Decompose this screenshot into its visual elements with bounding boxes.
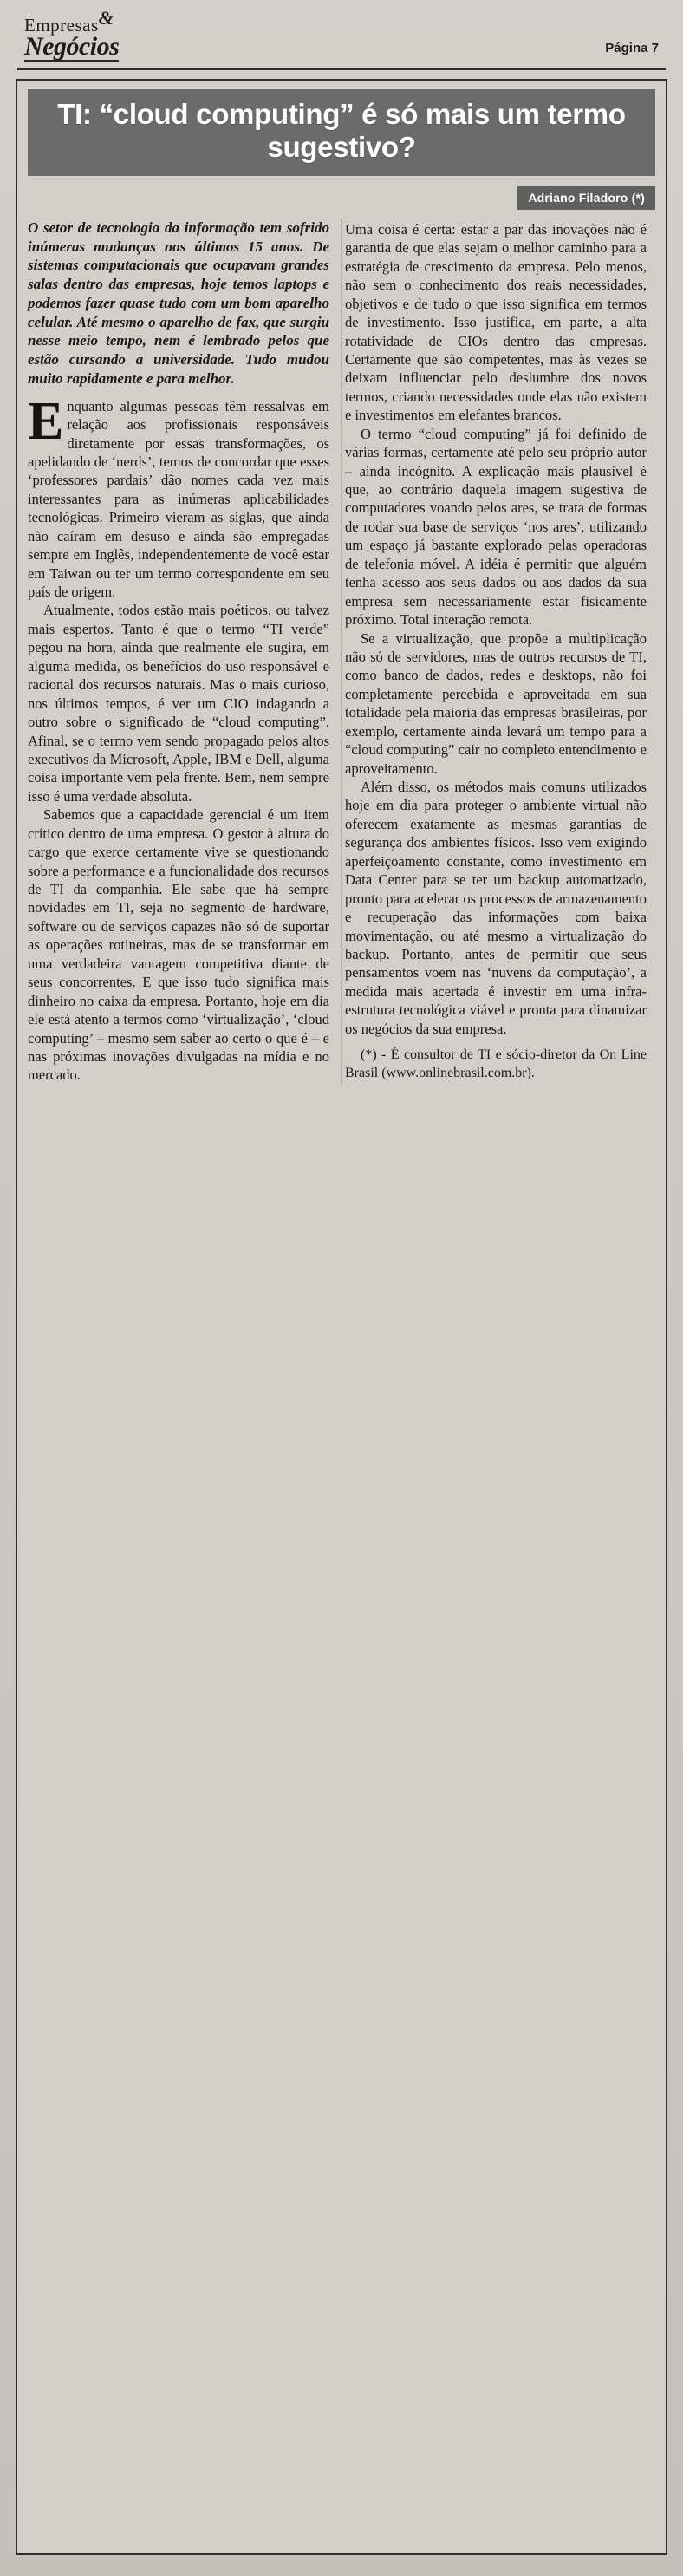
lede-paragraph: O setor de tecnologia da informação tem sofrido inúmeras mudanças nos últimos 15 anos. De sistemas computacionais que ocupavam grandes salas dentro das empresas, hoje temos laptops e podemos fazer quase tudo com um bom aparelho celular. Até mesmo o aparelho de fax, que surgiu nesse meio tempo, nem é lembrado pelos que estão cursando a universidade. Tudo mudou muito rapidamente e para melhor. bbox=[28, 218, 329, 387]
paragraph: Enquanto algumas pessoas têm ressalvas em relação aos profissionais responsáveis diretamente por essas transformações, os apelidando de ‘nerds’, temos de concordar que esses ‘professores pardais’ dão nomes cada vez mais interessantes para as inúmeras aplicabilidades tecnológicas. Primeiro vieram as siglas, que ainda não caíram em desuso e ainda são empregadas sempre em Inglês, independentemente de você estar em Taiwan ou ter um termo correspondente em seu país de origem. bbox=[28, 391, 329, 600]
masthead bbox=[16, 0, 667, 68]
article-container bbox=[16, 79, 667, 2555]
publication-logo bbox=[24, 6, 120, 62]
column-left bbox=[28, 218, 329, 1085]
headline-band bbox=[28, 89, 655, 176]
logo-line1: Empresas bbox=[24, 14, 99, 36]
column-right bbox=[345, 218, 647, 1085]
article-lede bbox=[28, 218, 329, 388]
article-columns bbox=[28, 218, 655, 1085]
byline-row bbox=[28, 186, 655, 210]
paragraph: O termo “cloud computing” já foi definido de várias formas, certamente até pelo seu próprio autor – ainda incógnito. A explicação mais plausível é que, ao contrário daquela imagem sugestiva de computadores voando pelos ares, se trata de formas de rodar sua base de serviços ‘nos ares’, utilizando um espaço já bastante explorado pelas operadoras de telefonia móvel. A idéia é permitir que alguém tenha acesso aos seus dados ou aos dados da sua empresa sem necessariamente estar fisicamente próximo. Total interação remota. bbox=[345, 425, 647, 629]
paragraph: Se a virtualização, que propõe a multiplicação não só de servidores, mas de outros recursos de TI, como banco de dados, redes e desktops, não foi completamente percebida e aproveitada em sua totalidade pela maioria das empresas brasileiras, por exemplo, certamente ainda levará um tempo para a “cloud computing” cair no completo entendimento e aproveitamento. bbox=[345, 629, 647, 777]
paragraph: Sabemos que a capacidade gerencial é um item crítico dentro de uma empresa. O gestor à altura do cargo que exerce certamente vive se questionando sobre a performance e a funcionalidade dos recursos de TI da companhia. Ele sabe que há sempre novidades em TI, seja no segmento de hardware, software ou de serviços capazes não só de suportar as operações rotineiras, mas de se transformar em uma verdadeira vantagem competitiva diante de seus concorrentes. E que isso tudo significa mais dinheiro no caixa da empresa. Portanto, hoje em dia ele está atento a termos como ‘virtualização’, ‘cloud computing’ – mesmo sem saber ao certo o que é – e nas próximas inovações divulgadas na mídia e no mercado. bbox=[28, 806, 329, 1084]
author-footnote: (*) - É consultor de TI e sócio-diretor da On Line Brasil (www.onlinebrasil.com.br). bbox=[345, 1047, 647, 1080]
page-number-label: Página 7 bbox=[605, 41, 659, 55]
paragraph: Além disso, os métodos mais comuns utilizados hoje em dia para proteger o ambiente virtual não oferecem exatamente as mesmas garantias de segurança dos ambientes físicos. Isso vem exigindo aperfeiçoamento constante, como investimento em Data Center para se ter um backup automatizado, pronto para acelerar os processos de armazenamento e recuperação das informações com baixa movimentação, ou até mesmo a virtualização do backup. Portanto, antes de permitir que seus pensamentos voem nas ‘nuvens da computação’, a medida mais acertada é investir em uma infra-estrutura tecnológica viável e pronta para dinamizar os negócios da sua empresa. bbox=[345, 779, 647, 1037]
masthead-divider bbox=[17, 68, 666, 70]
article-headline: TI: “cloud computing” é só mais um termo sugestivo? bbox=[57, 98, 626, 163]
article-byline: Adriano Filadoro (*) bbox=[517, 186, 655, 210]
paragraph: Atualmente, todos estão mais poéticos, ou talvez mais espertos. Tanto é que o termo “TI verde” pegou na hora, ainda que realmente ele sugira, em alguma medida, os benefícios do uso responsável e racional dos recursos naturais. Mas o mais curioso, nos últimos tempos, é ver um CIO indagando a outro sobre o significado de “cloud computing”. Afinal, se o termo vem sendo propagado pelos altos executivos da Microsoft, Apple, IBM e Dell, alguma coisa importante vem pela frente. Bem, nem sempre isso é uma verdade absoluta. bbox=[28, 602, 329, 805]
logo-ampersand: & bbox=[98, 6, 114, 29]
logo-line2: Negócios bbox=[24, 35, 119, 63]
paragraph: Uma coisa é certa: estar a par das inovações não é garantia de que elas sejam o melhor caminho para a estratégia de crescimento da empresa. Pelo menos, não sem o conhecimento dos reais necessidades, objetivos e de tudo o que isso significa em termos de investimento. Isso justifica, em parte, a alta rotatividade de CIOs dentro das empresas. Certamente que são competentes, mas às vezes se deixam influenciar pelo deslumbre dos novos termos, criando necessidades onde elas não existem e investimentos em elefantes brancos. bbox=[345, 220, 647, 424]
